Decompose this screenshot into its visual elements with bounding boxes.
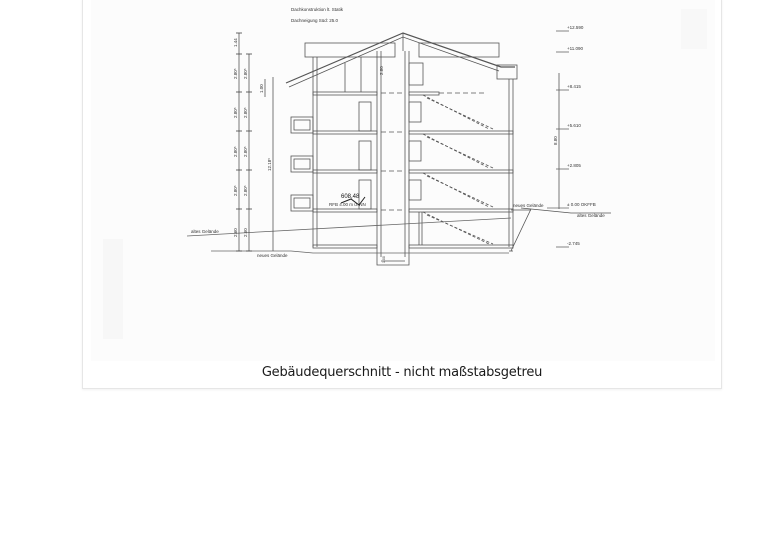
dimension-label: 2.80⁵: [233, 185, 238, 196]
dimension-label: 2.80⁵: [243, 185, 248, 196]
roof-pitch-note: Dachneigung Süd: 25.0: [291, 18, 339, 23]
dimension-label: 2.80⁵: [233, 107, 238, 118]
elevation-mark: +12.590: [567, 25, 584, 30]
figure-card: [82, 0, 722, 389]
dimension-attic-label: 2.80: [379, 66, 384, 75]
elevation-mark: +11.090: [567, 46, 584, 51]
dimension-right-label: 8.80: [553, 136, 558, 145]
terrain-label-old-right: altes Gelände: [577, 213, 605, 218]
figure-caption: Gebäudequerschnitt - nicht maßstabsgetreu: [261, 365, 543, 380]
dimension-label: 2.80⁵: [243, 107, 248, 118]
dimension-label: 2.60: [243, 228, 248, 237]
terrain-label-old-left: altes Gelände: [191, 229, 219, 234]
dimension-pit-label: 1.00: [382, 256, 386, 263]
terrain-label-new-left: neues Gelände: [257, 253, 288, 258]
dimension-label: 1.44: [233, 38, 238, 47]
elevation-mark: +8.415: [567, 84, 581, 89]
terrain-label-new-right: neues Gelände: [513, 203, 544, 208]
dimension-label: 2.80⁵: [233, 146, 238, 157]
elevation-mark: +5.610: [567, 123, 581, 128]
building-cross-section-drawing: [91, 0, 715, 361]
elevation-mark-zero: ± 0.00 OKFFB: [567, 202, 596, 207]
dimension-label: 1.00: [259, 84, 264, 93]
elevation-mark: -2.745: [567, 241, 580, 246]
rfb-annotation: RFB 4.00 m ü. NN: [329, 202, 366, 207]
drawing-svg: [91, 0, 715, 361]
handwritten-annotation: 608,48: [341, 194, 360, 200]
dimension-label: 2.60: [233, 228, 238, 237]
elevation-mark: +2.805: [567, 163, 581, 168]
dimension-label: 2.80⁵: [243, 68, 248, 79]
dimension-label: 2.80⁵: [243, 146, 248, 157]
dimension-total-label: 12.18⁵: [267, 157, 272, 171]
roof-construction-note: Dachkonstruktion lt. Statik: [291, 7, 344, 12]
dimension-label: 2.80⁵: [233, 68, 238, 79]
